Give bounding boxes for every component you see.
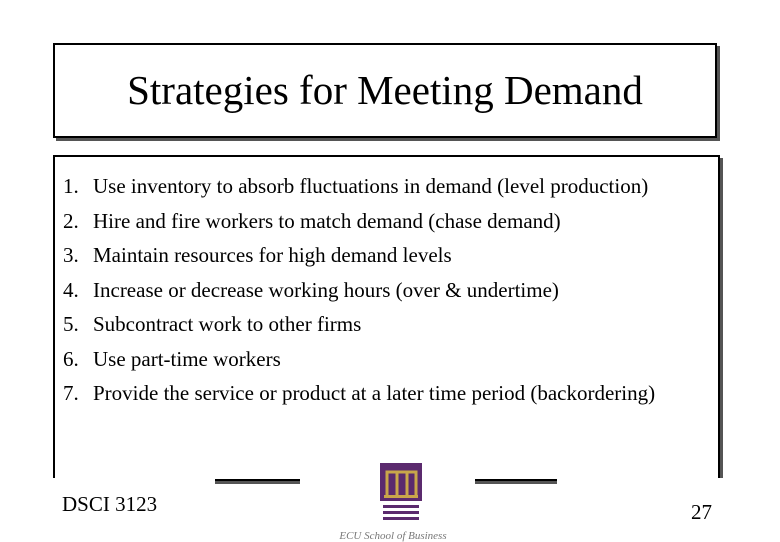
list-item [63, 169, 703, 204]
list-item-text: Use part-time workers [93, 346, 281, 371]
list-item-number: 7. [63, 381, 79, 405]
list-item [63, 204, 703, 239]
university-logo-icon [379, 462, 425, 526]
list-item-number: 2. [63, 208, 79, 233]
list-item-number: 3. [63, 243, 79, 267]
list-item-text: Provide the service or product at a later time period (backordering) [93, 381, 656, 405]
list-item-number: 1. [63, 174, 79, 198]
footer-logo [300, 460, 475, 540]
content-box [53, 155, 720, 481]
list-item [63, 376, 703, 411]
list-item [63, 238, 703, 273]
slide-title: Strategies for Meeting Demand [127, 67, 643, 113]
list-item-text: Hire and fire workers to match demand (chase demand) [93, 208, 561, 233]
logo-caption: ECU School of Business [339, 530, 447, 542]
list-item-text: Subcontract work to other firms [93, 312, 362, 336]
list-item-number: 5. [63, 312, 79, 336]
list-item-text: Increase or decrease working hours (over & undertime) [93, 277, 559, 302]
strategy-list [63, 169, 703, 411]
title-box [53, 43, 717, 138]
list-item-number: 6. [63, 346, 79, 371]
course-label: DSCI 3123 [62, 492, 158, 516]
footer-course [40, 478, 215, 538]
list-item [63, 273, 703, 308]
footer-page [557, 478, 780, 540]
list-item [63, 342, 703, 377]
list-item-text: Maintain resources for high demand levels [93, 243, 452, 267]
list-item [63, 307, 703, 342]
page-number: 27 [691, 500, 712, 524]
list-item-text: Use inventory to absorb fluctuations in demand (level production) [93, 174, 649, 198]
list-item-number: 4. [63, 277, 79, 302]
